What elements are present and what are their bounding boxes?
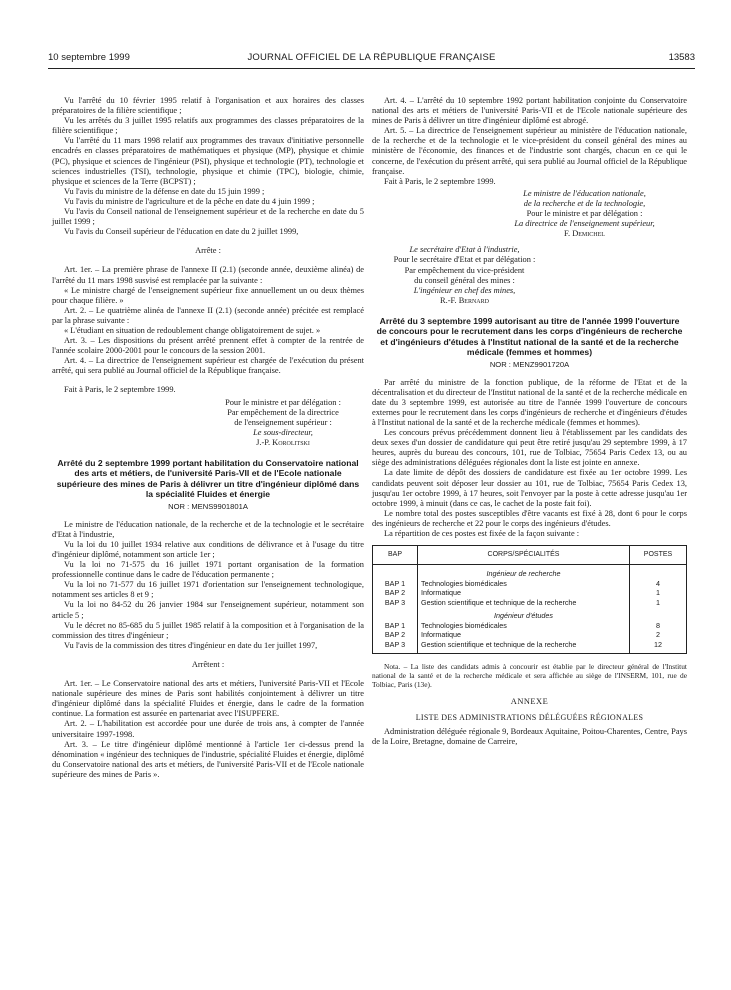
- vu-paragraph: Vu la loi no 71-575 du 16 juillet 1971 portant organisation de la formation professionnelle continue dans le cadre de l'éducation permanente ;: [52, 560, 364, 580]
- posts-table: [372, 545, 687, 654]
- nor-reference: NOR : MENZ9901720A: [489, 359, 570, 369]
- postes-cell: 2: [630, 630, 687, 640]
- nor-reference: NOR : MENS9901801A: [168, 501, 248, 511]
- vu-paragraph: Vu la loi no 71-577 du 16 juillet 1971 d'orientation sur l'enseignement technologique, notamment ses articles 8 et 9 ;: [52, 580, 364, 600]
- bap-cell: BAP 2: [373, 588, 418, 598]
- spec-cell: Informatique: [418, 630, 630, 640]
- body-paragraph: Le nombre total des postes susceptibles d'être vacants est fixé à 28, dont 6 pour le corps des ingénieurs de recherche et 22 pour le corps des ingénieurs d'études.: [372, 508, 687, 528]
- vu-paragraph: Vu l'avis du ministre de l'agriculture et de la pêche en date du 4 juin 1999 ;: [64, 196, 315, 206]
- right-column: [372, 96, 687, 748]
- arrete-heading: Arrête :: [195, 246, 221, 256]
- fait-a-paris: Fait à Paris, le 2 septembre 1999.: [64, 385, 176, 395]
- vu-paragraph: Vu la loi no 84-52 du 26 janvier 1984 sur l'enseignement supérieur, notamment son article 5 ;: [52, 600, 364, 620]
- spec-cell: Gestion scientifique et technique de la recherche: [418, 598, 630, 608]
- liste-heading: LISTE DES ADMINISTRATIONS DÉLÉGUÉES RÉGIONALES: [415, 713, 644, 723]
- table-header-bap: BAP: [373, 546, 418, 565]
- vu-paragraph: Vu l'arrêté du 10 février 1995 relatif à l'organisation et aux horaires des classes préparatoires de la filière scientifique ;: [52, 96, 364, 116]
- signature-block: [482, 189, 687, 239]
- signatory-name: F. Demichel: [564, 229, 605, 239]
- spec-cell: Technologies biomédicales: [418, 621, 630, 631]
- article-4: Art. 4. – La directrice de l'enseignement supérieur est chargée de l'exécution du présent arrêté, qui sera publié au Journal officiel de la République française.: [52, 356, 364, 376]
- issue-date: 10 septembre 1999: [48, 52, 130, 63]
- body-paragraph: Administration déléguée régionale 9, Bordeaux Aquitaine, Poitou-Charentes, Centre, Pays de la Loire, Bretagne, domaine de Carreire,: [372, 727, 687, 747]
- signatory-name: J.-P. Korolitski: [256, 437, 310, 447]
- vu-paragraph: Vu l'arrêté du 11 mars 1998 relatif aux programmes des travaux d'initiative personnelle encadrés en classes préparatoires de mathématiques et physique (MP), physique et chimie (PC), physique et sciences de l'ingénieur (PSI), physique et technologie (PT), technologie et sciences industrielles (TSI), technologie, physique et chimie (TPC), biologie, chimie, physique et sciences de la Terre (BCPST) ;: [52, 136, 364, 186]
- signature-line: de l'enseignement supérieur :: [234, 417, 332, 427]
- table-row: [373, 588, 687, 598]
- body-paragraph: Les concours prévus précédemment donnent lieu à l'établissement par les candidats des deux sexes d'un dossier de candidature qui peut être retiré jusqu'au 29 septembre 1999, à 17 heures, auprès du bureau des concours, 101, rue de Tolbiac, 75654 Paris Cedex 13, ou au siège des administrations déléguées régionales dont la liste est jointe en annexe.: [372, 428, 687, 468]
- table-row: [373, 640, 687, 654]
- group-label: Ingénieur d'études: [418, 607, 630, 621]
- bap-cell: BAP 2: [373, 630, 418, 640]
- bap-cell: BAP 1: [373, 579, 418, 589]
- signature-title: Le sous-directeur,: [253, 427, 313, 437]
- decree-title: Arrêté du 2 septembre 1999 portant habilitation du Conservatoire national des arts et métiers, de l'université Paris-VII et de l'Ecole nationale supérieure des mines de Paris à délivrer un titre d'ingénieur diplômé dans la spécialité Fluides et énergie: [56, 458, 360, 500]
- table-header-spec: CORPS/SPÉCIALITÉS: [418, 546, 630, 565]
- vu-paragraph: Vu l'avis de la commission des titres d'ingénieur en date du 1er juillet 1997,: [64, 640, 318, 650]
- table-row: [373, 621, 687, 631]
- postes-cell: 1: [630, 598, 687, 608]
- signature-line: Pour le ministre et par délégation :: [225, 397, 341, 407]
- bap-cell: BAP 3: [373, 598, 418, 608]
- left-column: [52, 96, 364, 780]
- decree-intro: Le ministre de l'éducation nationale, de la recherche et de la technologie et le secrétaire d'Etat à l'industrie,: [52, 519, 364, 539]
- signature-title: Le secrétaire d'Etat à l'industrie,: [409, 245, 520, 255]
- table-row: [373, 579, 687, 589]
- article-1: Art. 1er. – La première phrase de l'annexe II (2.1) (seconde année, deuxième alinéa) de l'arrêté du 11 mars 1998 susvisé est remplacée par la suivante :: [52, 265, 364, 285]
- arretent-heading: Arrêtent :: [191, 659, 225, 669]
- decree-title: Arrêté du 3 septembre 1999 autorisant au titre de l'année 1999 l'ouverture de concours pour le recrutement dans les corps d'ingénieurs de recherche et d'ingénieurs d'études à l'Institut national de la santé et de la recherche médicale (femmes et hommes): [376, 315, 683, 358]
- signature-title: La directrice de l'enseignement supérieur,: [514, 219, 655, 229]
- postes-cell: 1: [630, 588, 687, 598]
- spec-cell: Gestion scientifique et technique de la recherche: [418, 640, 630, 654]
- body-paragraph: Par arrêté du ministre de la fonction publique, de la réforme de l'Etat et de la décentralisation et du directeur de l'Institut national de la santé et de la recherche médicale en date du 3 septembre 1999, est autorisée au titre de l'année 1999 l'ouverture de concours externes pour le recrutement dans les corps d'ingénieurs de recherche et d'ingénieurs d'études à l'Institut national de la santé et de la recherche médicale (femmes et hommes).: [372, 377, 687, 427]
- signature-line: Pour le ministre et par délégation :: [526, 209, 643, 219]
- header-rule: [48, 68, 695, 69]
- body-paragraph: La répartition de ces postes est fixée de la façon suivante :: [384, 529, 580, 538]
- vu-paragraph: Vu l'avis du Conseil supérieur de l'éducation en date du 2 juillet 1999,: [64, 227, 299, 237]
- signatory-name: R.-F. Bernard: [440, 295, 489, 305]
- bap-cell: BAP 1: [373, 621, 418, 631]
- article-3: Art. 3. – Les dispositions du présent arrêté prennent effet à compter de la rentrée de l'année scolaire 2000-2001 pour le concours de la session 2001.: [52, 336, 364, 356]
- signature-line: Par empêchement du vice-président: [404, 265, 525, 275]
- vu-paragraph: Vu l'avis du ministre de la défense en date du 15 juin 1999 ;: [64, 186, 265, 196]
- article-2: Art. 2. – Le quatrième alinéa de l'annexe II (2.1) (seconde année) précitée est remplacé par la phrase suivante :: [52, 305, 364, 325]
- page-header: [48, 52, 695, 66]
- article-3: Art. 3. – Le titre d'ingénieur diplômé mentionné à l'article 1er ci-dessus prend la dénomination « ingénieur des techniques de l'industrie, spécialité Fluides et énergie, diplômé du Conservatoire national des arts et métiers, de l'université Paris-VII et de l'Ecole nationale supérieure des mines de Paris ».: [52, 739, 364, 779]
- vu-paragraph: Vu le décret no 85-685 du 5 juillet 1985 relatif à la composition et à l'organisation de la commission des titres d'ingénieur ;: [52, 620, 364, 640]
- table-row: [373, 630, 687, 640]
- page-number: 13583: [668, 52, 695, 63]
- article-1-quote: « Le ministre chargé de l'enseignement supérieur fixe annuellement un ou deux thèmes pour chaque filière. »: [52, 285, 364, 305]
- article-4: Art. 4. – L'arrêté du 10 septembre 1992 portant habilitation conjointe du Conservatoire national des arts et métiers de l'université Paris-VII et de l'Ecole nationale supérieure des mines de Paris à délivrer un titre d'ingénieur diplômé est abrogé.: [372, 96, 687, 126]
- table-header-postes: POSTES: [630, 546, 687, 565]
- table-group-row: [373, 565, 687, 579]
- fait-a-paris: Fait à Paris, le 2 septembre 1999.: [384, 176, 496, 186]
- vu-paragraph: Vu la loi du 10 juillet 1934 relative aux conditions de délivrance et à l'usage du titre d'ingénieur diplômé, notamment son article 1er ;: [52, 539, 364, 559]
- spec-cell: Technologies biomédicales: [418, 579, 630, 589]
- postes-cell: 12: [630, 640, 687, 654]
- group-label: Ingénieur de recherche: [418, 565, 630, 579]
- body-paragraph: La date limite de dépôt des dossiers de candidature est fixée au 1er octobre 1999. Les candidats peuvent soit déposer leur dossier au 101, rue de Tolbiac, 75654 Paris Cedex 13, jusqu'au 1er octobre 1999, à 17 heures, soit l'envoyer par la poste à cette adresse jusqu'au 1er octobre 1999, à minuit (dans ce cas, le cachet de la poste fait foi).: [372, 468, 687, 508]
- signature-block: [372, 245, 557, 306]
- signature-line: Pour le secrétaire d'Etat et par délégation :: [393, 255, 536, 265]
- table-row: [373, 598, 687, 608]
- signature-line: du conseil général des mines :: [414, 275, 515, 285]
- signature-title: de la recherche et de la technologie,: [523, 198, 646, 208]
- signature-title: Le ministre de l'éducation nationale,: [523, 188, 646, 198]
- postes-cell: 8: [630, 621, 687, 631]
- article-5: Art. 5. – La directrice de l'enseignement supérieur au ministère de l'éducation nationale, de la recherche et de la technologie et le vice-président du conseil général des mines au ministère de l'économie, des finances et de l'industrie sont chargés, chacun en ce qui le concerne, de l'exécution du présent arrêté, qui sera publié au Journal officiel de la République française.: [372, 126, 687, 176]
- article-2: Art. 2. – L'habilitation est accordée pour une durée de trois ans, à compter de l'année universitaire 1997-1998.: [52, 719, 364, 739]
- signature-line: Par empêchement de la directrice: [227, 407, 339, 417]
- signature-title: L'ingénieur en chef des mines,: [413, 285, 516, 295]
- nota-note: Nota. – La liste des candidats admis à concourir est établie par le directeur général de l'Institut national de la santé et de la recherche médicale et sera affichée au siège de l'INSERM, 101, rue de Tolbiac, Paris (13e).: [372, 662, 687, 690]
- table-group-row: [373, 607, 687, 621]
- annexe-heading: ANNEXE: [510, 697, 549, 707]
- article-2-quote: « L'étudiant en situation de redoublement change obligatoirement de sujet. »: [64, 325, 321, 335]
- bap-cell: BAP 3: [373, 640, 418, 654]
- spec-cell: Informatique: [418, 588, 630, 598]
- signature-block: [202, 398, 364, 448]
- postes-cell: 4: [630, 579, 687, 589]
- journal-title: JOURNAL OFFICIEL DE LA RÉPUBLIQUE FRANÇAISE: [247, 52, 496, 63]
- vu-paragraph: Vu l'avis du Conseil national de l'enseignement supérieur et de la recherche en date du 5 juillet 1999 ;: [52, 207, 364, 227]
- vu-paragraph: Vu les arrêtés du 3 juillet 1995 relatifs aux programmes des classes préparatoires de la filière scientifique ;: [52, 116, 364, 136]
- article-1: Art. 1er. – Le Conservatoire national des arts et métiers, l'université Paris-VII et l'Ecole nationale supérieure des mines de Paris sont habilités conjointement à délivrer un titre d'ingénieur diplômé dans la spécialité Fluides et énergie, dans le cadre de la formation continue. La formation est assurée en partenariat avec l'ISUPFERE.: [52, 679, 364, 719]
